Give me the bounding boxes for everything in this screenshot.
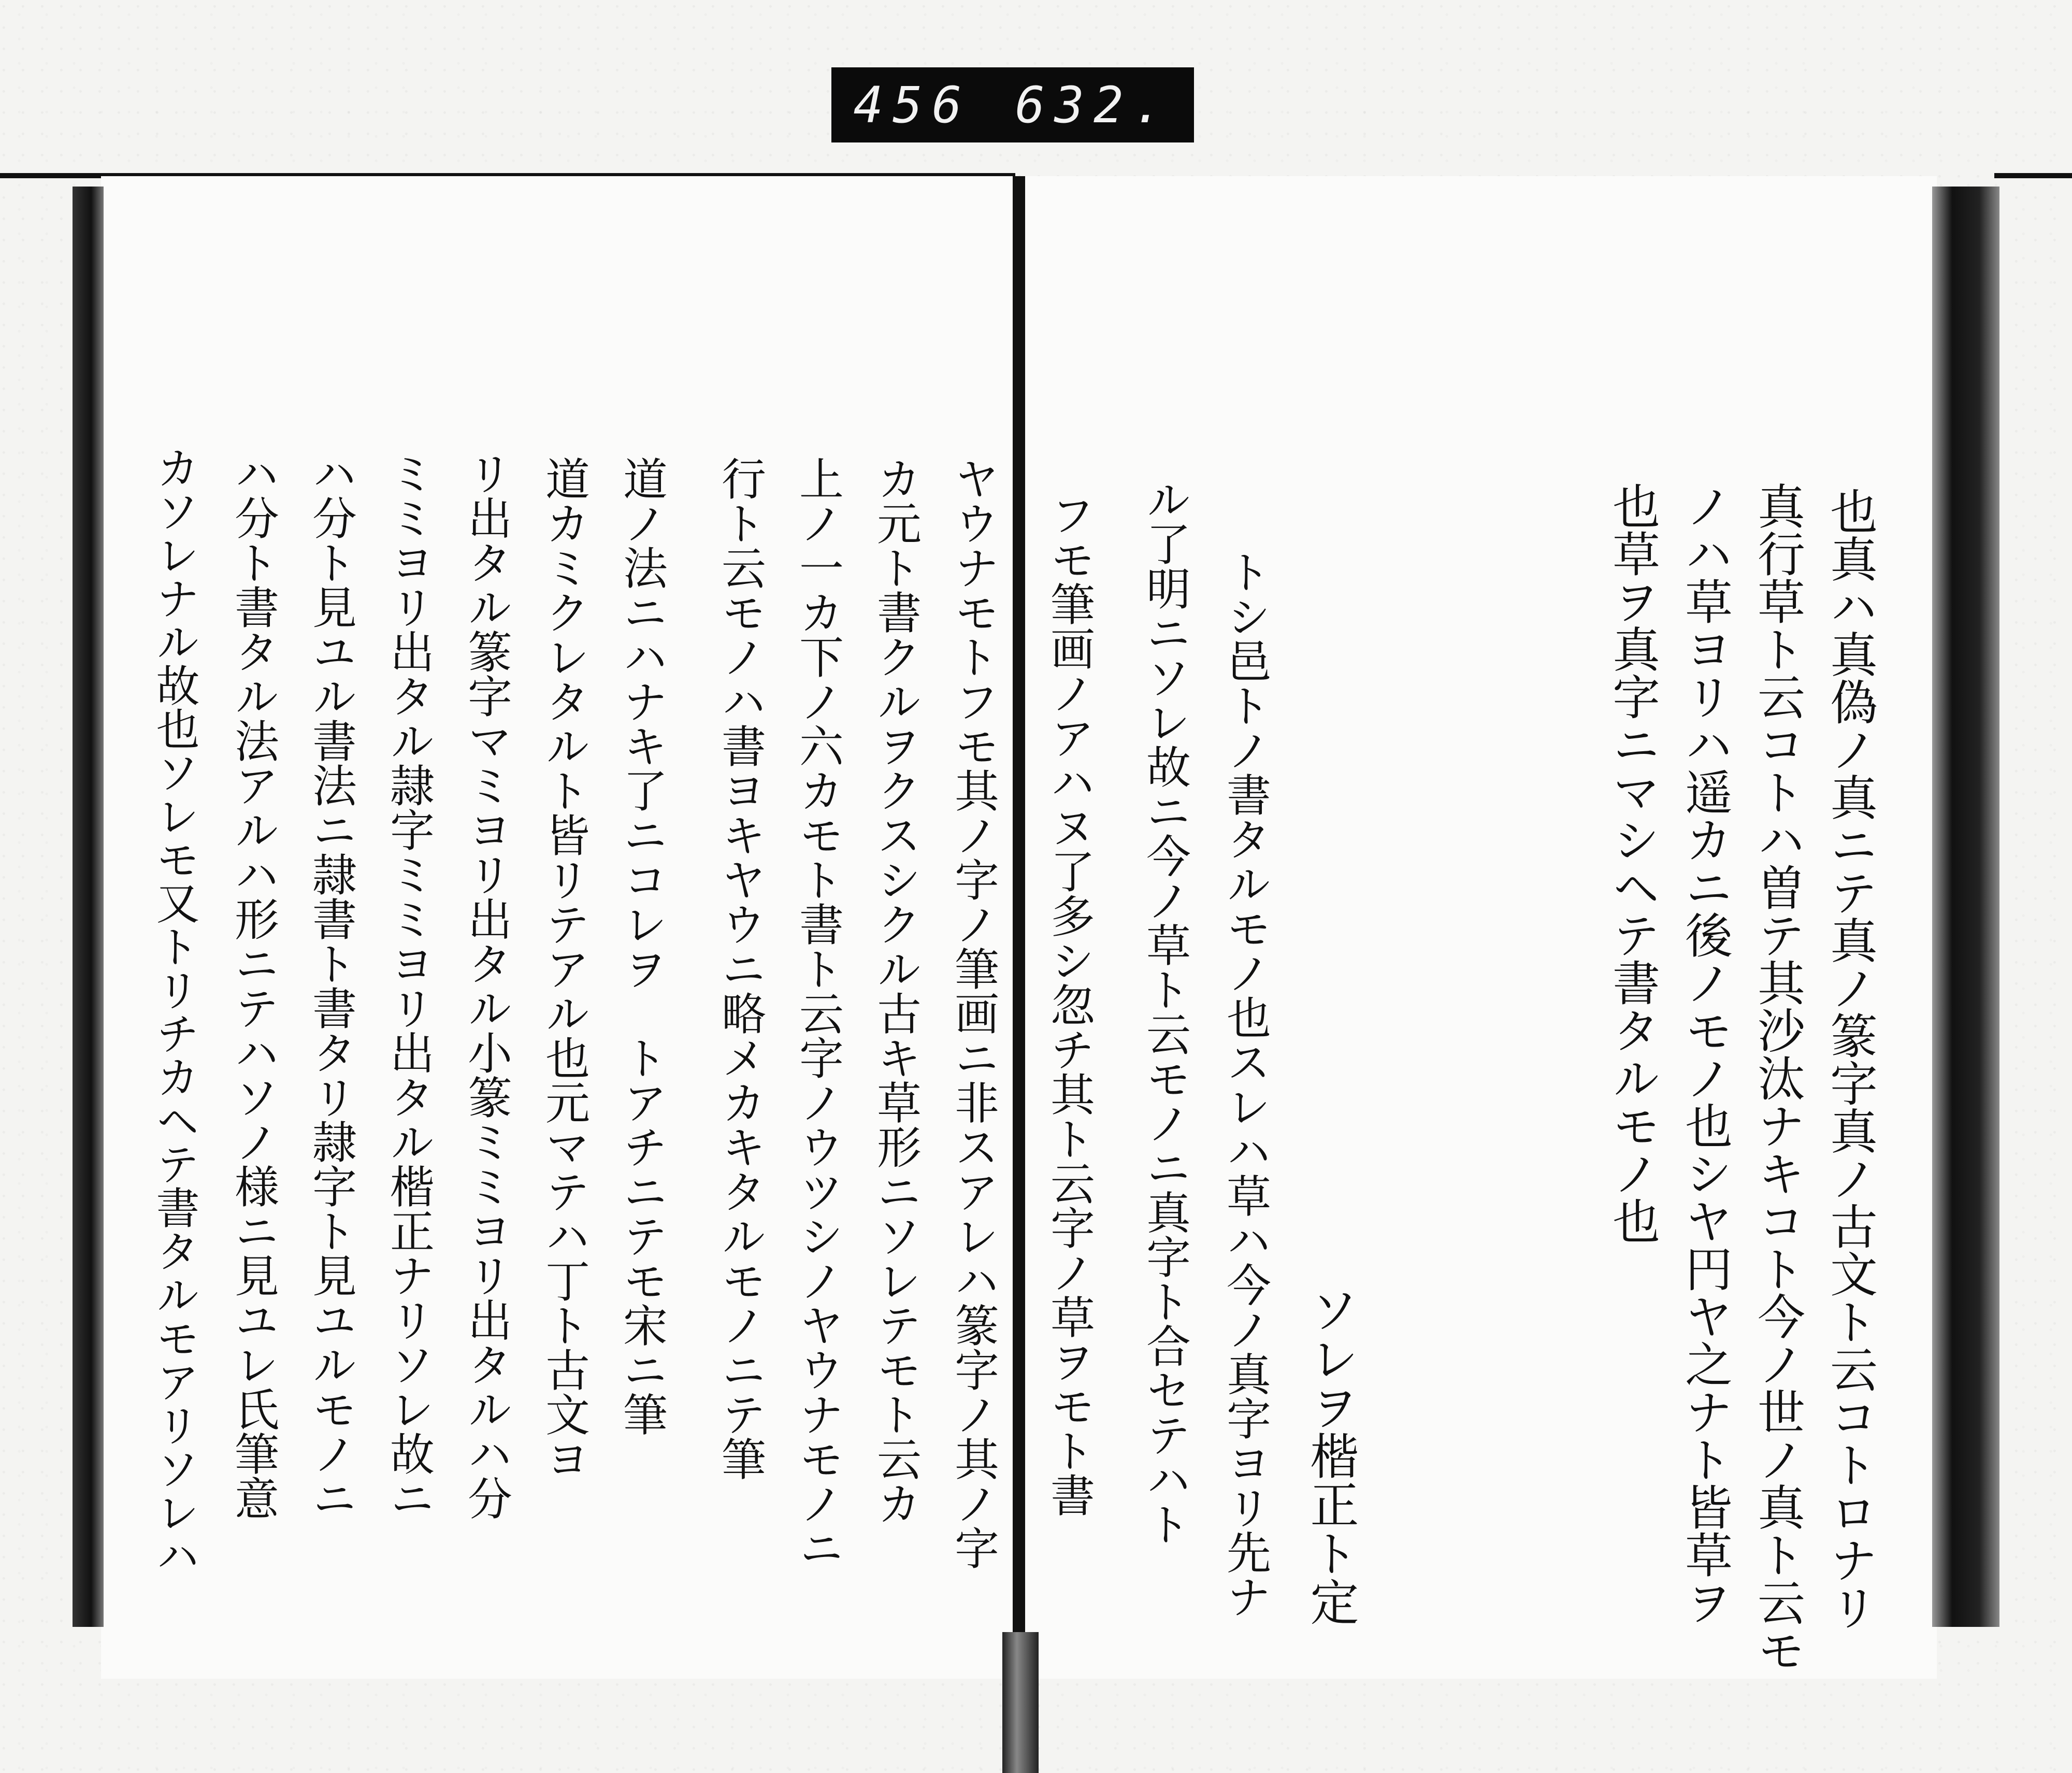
left-column-2: ル了明ニソレ故ニ今ノ草ト云モノニ真字ト合セテハト [1139,477,1190,1546]
right-column-1: 也真ハ真偽ノ真ニテ真ノ篆字真ノ古文ト云コトロナリ [1822,487,1878,1631]
left-book-edge [73,187,104,1627]
left-column-10: リ出タル篆字マミヨリ出タル小篆ミミヨリ出タルハ分 [460,451,512,1520]
catalog-number-label [831,67,1194,142]
left-column-1: トシ邑トノ書タルモノ也スレハ草ハ今ノ真字ヨリ先ナ [1219,549,1271,1619]
left-column-5: カ元ト書クルヲクスシクル古キ草形ニソレテモト云カ [869,456,921,1525]
catalog-number-left: 456 [853,76,971,134]
left-column-6: 上ノ一カ下ノ六カモト書ト云字ノウツシノヤウナモノニ [792,456,843,1570]
book-spine [1013,176,1025,1663]
top-rule-right [1994,173,2072,178]
right-book-edge [1932,187,1999,1627]
left-column-9: 道カミクレタルト皆リテアル也元マテハ丁ト古文ヨ [538,456,589,1481]
left-column-11: ミミヨリ出タル隷字ミミヨリ出タル楷正ナリソレ故ニ [382,451,434,1520]
left-column-4: ヤウナモトフモ其ノ字ノ筆画ニ非スアレハ篆字ノ其ノ字 [947,456,999,1570]
left-column-8: 道ノ法ニハナキ了ニコレヲ トアチニテモ宋ニ筆 [615,456,667,1436]
right-column-4: 也草ヲ真字ニマシヘテ書タルモノ也 [1605,482,1660,1245]
left-column-12: ハ分ト見ユル書法ニ隷書ト書タリ隷字ト見ユルモノニ [305,451,356,1520]
left-column-14: カソレナル故也ソレモ又トリチカヘテ書タルモアリソレハ [149,446,200,1577]
left-column-13: ハ分ト書タル法アルハ形ニテハソノ様ニ見ユレ氏筆意 [227,451,279,1520]
section-heading: ソレヲ楷正ト定 [1302,1285,1358,1626]
catalog-number-right: 632. [1015,76,1172,134]
left-column-3: フモ筆画ノアハヌ了多シ忽チ其ト云字ノ草ヲモト書 [1043,492,1095,1517]
right-column-2: 真行草ト云コトハ曽テ其沙汰ナキコト今ノ世ノ真ト云モ [1750,482,1805,1674]
spine-foot [1002,1632,1039,1773]
left-column-7: 行ト云モノハ書ヨキヤウニ略メカキタルモノニテ筆 [714,456,766,1481]
right-column-3: ノハ草ヨリハ遥カニ後ノモノ也シヤ円ヤ之ナト皆草ヲ [1677,482,1733,1626]
